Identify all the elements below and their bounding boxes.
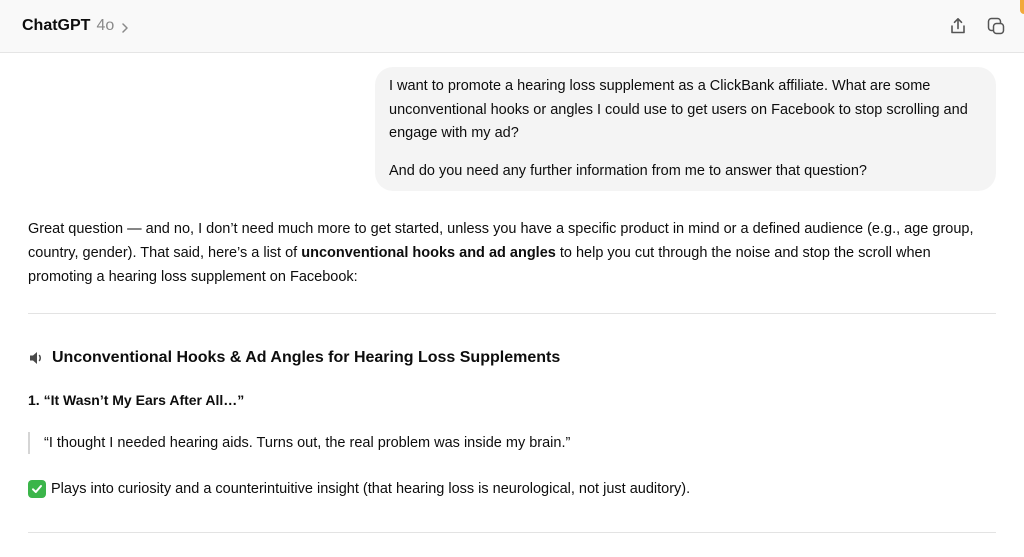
blockquote: “I thought I needed hearing aids. Turns out, the real problem was inside my brain.” (28, 432, 998, 454)
hook-note-text: Plays into curiosity and a counterintuitive insight (that hearing loss is neurological, not just auditory). (51, 481, 691, 497)
model-name: 4o (96, 17, 115, 34)
intro-bold-text: unconventional hooks and ad angles (301, 245, 556, 261)
app-name: ChatGPT (22, 17, 91, 34)
assistant-message (28, 217, 998, 533)
chevron-right-icon (120, 20, 130, 32)
section-heading-text: Unconventional Hooks & Ad Angles for Hearing Loss Supplements (52, 349, 561, 366)
section-heading (28, 346, 998, 370)
share-icon[interactable] (947, 15, 969, 37)
intro-text: Great question — and no, I don’t need much more to get started, unless you have a specific product in mind or a defined audience (e.g., age group, country, gender). That said, here’s a list of (28, 221, 974, 261)
divider (28, 313, 996, 314)
divider (28, 532, 996, 533)
user-message-paragraph: And do you need any further information from me to answer that question? (389, 162, 867, 179)
assistant-intro (28, 217, 998, 289)
user-message-bubble (375, 67, 996, 191)
intro-text: to help you cut through the noise and stop the scroll when promoting a hearing loss supplement on Facebook: (28, 245, 931, 285)
hook-note (28, 478, 998, 500)
model-selector[interactable] (22, 16, 130, 36)
user-message-paragraph: I want to promote a hearing loss supplement as a ClickBank affiliate. What are some unconventional hooks or angles I could use to get users on Facebook to stop scrolling and engage with my ad? (389, 78, 968, 141)
speaker-icon (28, 349, 46, 367)
title-bar (0, 0, 1024, 53)
window-corner-accent (1020, 0, 1024, 14)
new-chat-icon[interactable] (985, 15, 1007, 37)
check-mark-icon (28, 480, 46, 498)
hook-title: 1. “It Wasn’t My Ears After All…” (28, 392, 245, 408)
